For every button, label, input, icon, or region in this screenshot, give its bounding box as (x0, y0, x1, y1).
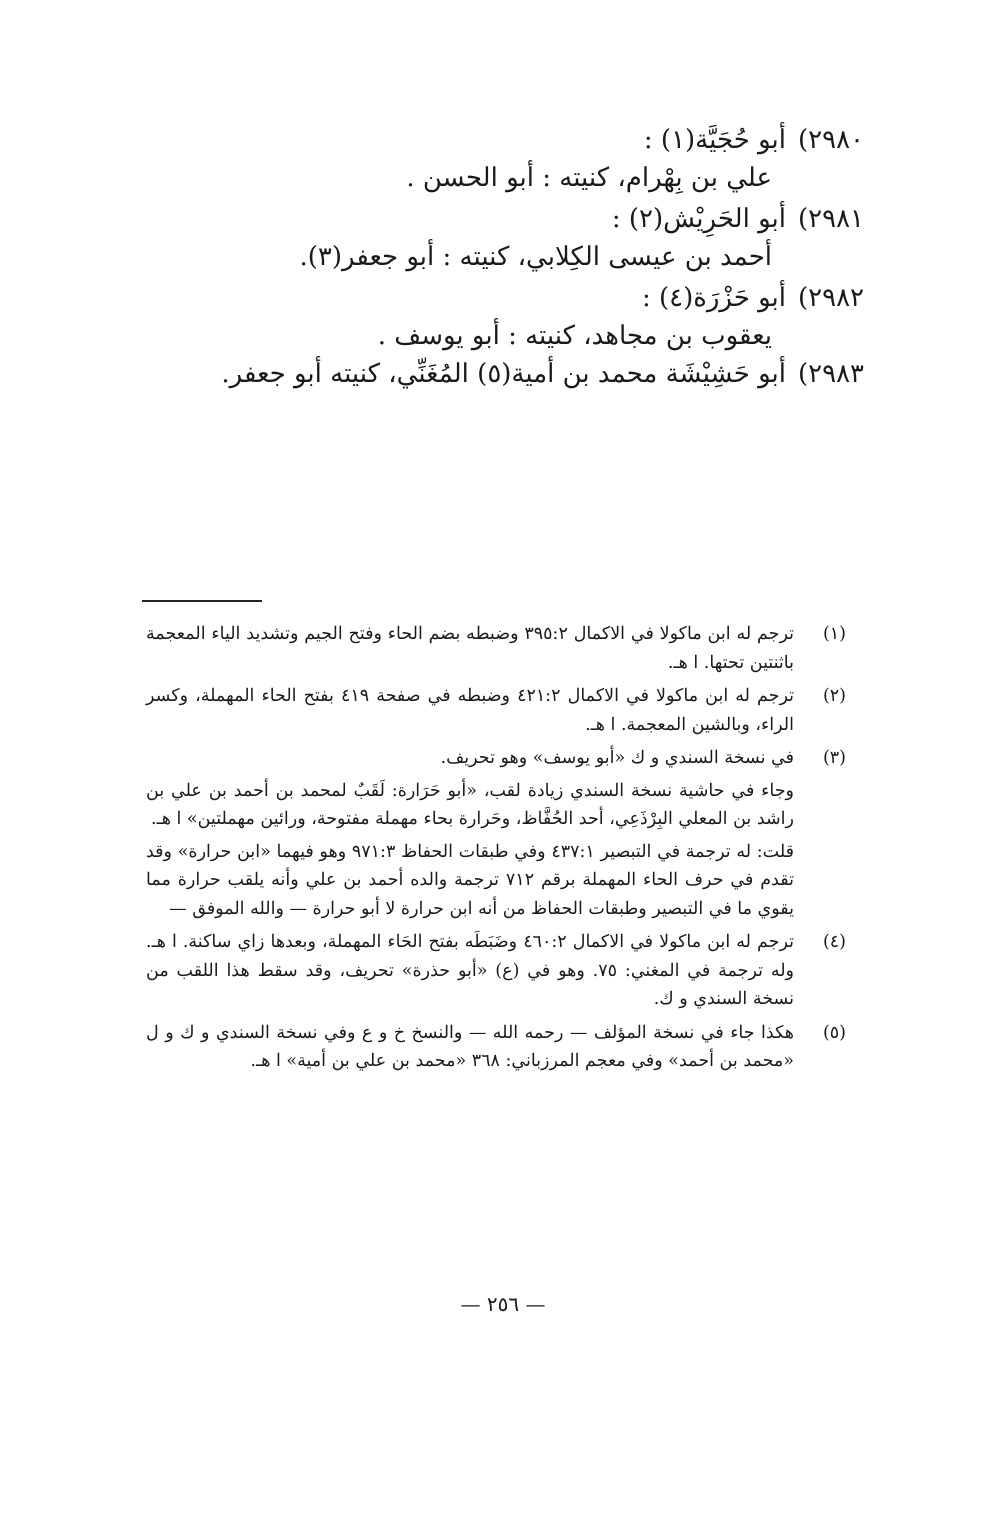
footnote-4 (146, 928, 846, 1014)
footnote-number: (٢) (822, 686, 846, 706)
footnote-text: في نسخة السندي و ك «أبو يوسف» وهو تحريف. (440, 748, 794, 768)
entry-number: ٢٩٨٣) (797, 359, 864, 389)
footnote-text: ترجم له ابن ماكولا في الاكمال ٤٦٠:٢ وضَبَطَه بفتح الحَاء المهملة، وبعدها زاي ساكنة. ا هـ. وله ترجمة في المغني: ٧٥. وهو في (ع) «أبو حذرة» تحريف، وقد سقط هذا اللقب من نسخة السندي و ك. (146, 932, 795, 1009)
page-number: — ٢٥٦ — (460, 1292, 546, 1316)
footnote-number: (٥) (822, 1022, 846, 1043)
entry-2980-heading (124, 121, 864, 159)
entry-2982-body: يعقوب بن مجاهد، كنيته : أبو يوسف . (377, 321, 772, 351)
footnote-5 (146, 1019, 846, 1076)
entry-title: أبو حَزْرَة(٤) : (641, 283, 786, 313)
entry-number: ٢٩٨٠) (797, 125, 864, 155)
entry-title: أبو حَشِيْشَة محمد بن أمية(٥) المُغَنِّي، كنيته أبو جعفر. (221, 359, 786, 389)
footnote-text: هكذا جاء في نسخة المؤلف — رحمه الله — والنسخ خ و ع وفي نسخة السندي و ك و ل «محمد بن أحمد» وفي معجم المرزباني: ٣٦٨ «محمد بن علي بن أمية» ا هـ. (146, 1022, 794, 1071)
entry-2982-heading (124, 279, 864, 317)
entry-number: ٢٩٨١) (797, 204, 864, 234)
footnote-1 (146, 620, 846, 677)
footnote-number: (٤) (822, 932, 846, 952)
footnote-number: (١) (822, 624, 846, 644)
footnote-separator (142, 600, 262, 602)
footnotes-section (146, 620, 846, 1081)
entry-title: أبو حُجَيَّة(١) : (643, 125, 786, 155)
footnote-number: (٣) (822, 748, 846, 768)
entry-number: ٢٩٨٢) (797, 283, 864, 313)
footnote-text: وجاء في حاشية نسخة السندي زيادة لقب، «أبو حَرَارة: لَقَبٌ لمحمد بن أحمد بن علي بن راشد بن المعلي البِرْذَعِي، أحد الحُفَّاظ، وحَرارة بحاء مهملة مفتوحة، ورائين مهملتين» ا هـ. (146, 780, 794, 829)
footnote-text: قلت: له ترجمة في التبصير ٤٣٧:١ وفي طبقات الحفاظ ٩٧١:٣ وهو فيهما «ابن حرارة» وقد تقدم في حرف الحاء المهملة برقم ٧١٢ ترجمة والده أحمد بن علي وأنه يلقب حرارة مما يقوي ما في التبصير وطبقات الحفاظ من أنه ابن حرارة لا أبو حرارة — والله الموفق — (146, 841, 794, 919)
footnote-text: ترجم له ابن ماكولا في الاكمال ٤٢١:٢ وضبطه في صفحة ٤١٩ بفتح الحاء المهملة، وكسر الراء، وبالشين المعجمة. ا هـ. (146, 686, 794, 735)
footnote-3 (146, 744, 846, 923)
footnote-text: ترجم له ابن ماكولا في الاكمال ٣٩٥:٢ وضبطه بضم الحاء وفتح الجيم وتشديد الياء المعجمة باثنتين تحتها. ا هـ. (146, 624, 794, 673)
entry-2983 (124, 355, 864, 393)
entry-title: أبو الحَرِيْش(٢) : (611, 204, 786, 234)
entry-2980-body: علي بن بِهْرام، كنيته : أبو الحسن . (406, 163, 772, 193)
entry-2981-body: أحمد بن عيسى الكِلابي، كنيته : أبو جعفر(٣). (299, 242, 772, 272)
entry-2981-heading (124, 200, 864, 238)
entries-section (124, 118, 864, 393)
footnote-2 (146, 682, 846, 739)
